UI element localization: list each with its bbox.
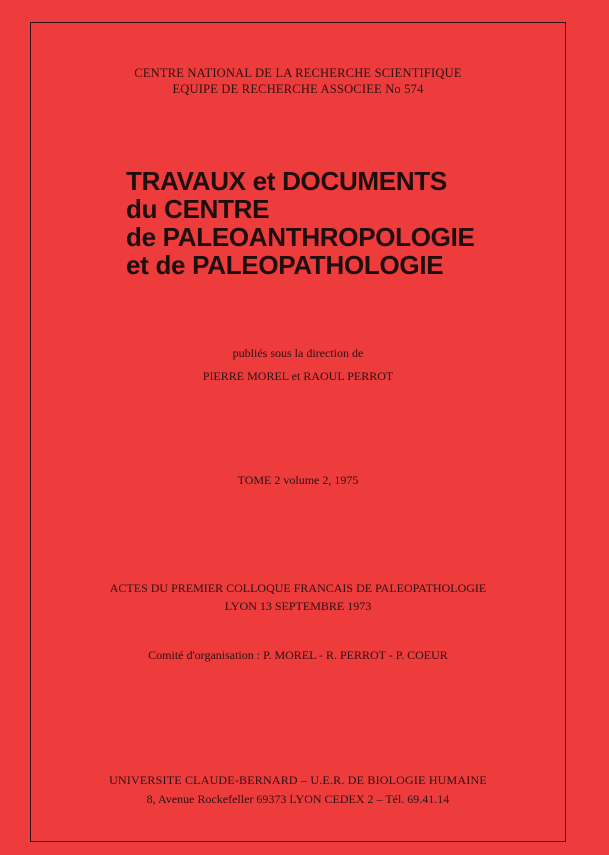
direction-label: publiés sous la direction de (232, 346, 364, 360)
cover-border-frame (30, 22, 566, 842)
organizing-committee: Comité d'organisation : P. MOREL - R. PERROT - P. COEUR (148, 648, 448, 662)
tome-volume: TOME 2 volume 2, 1975 (237, 473, 359, 487)
actes-place-date: LYON 13 SEPTEMBRE 1973 (224, 599, 372, 613)
title-line-2: du CENTRE (126, 194, 270, 224)
actes-title: ACTES DU PREMIER COLLOQUE FRANCAIS DE PALEOPATHOLOGIE (109, 581, 487, 595)
institution-name: CENTRE NATIONAL DE LA RECHERCHE SCIENTIFIQUE (134, 66, 462, 80)
research-team: EQUIPE DE RECHERCHE ASSOCIEE No 574 (172, 82, 424, 96)
title-line-3: de PALEOANTHROPOLOGIE (126, 222, 475, 252)
title-line-1: TRAVAUX et DOCUMENTS (126, 166, 447, 196)
title-line-4: et de PALEOPATHOLOGIE (126, 250, 444, 280)
university-line: UNIVERSITE CLAUDE-BERNARD – U.E.R. DE BIOLOGIE HUMAINE (109, 773, 487, 787)
editors-names: PIERRE MOREL et RAOUL PERROT (202, 369, 394, 383)
address-line: 8, Avenue Rockefeller 69373 LYON CEDEX 2 – Tél. 69.41.14 (146, 792, 450, 806)
